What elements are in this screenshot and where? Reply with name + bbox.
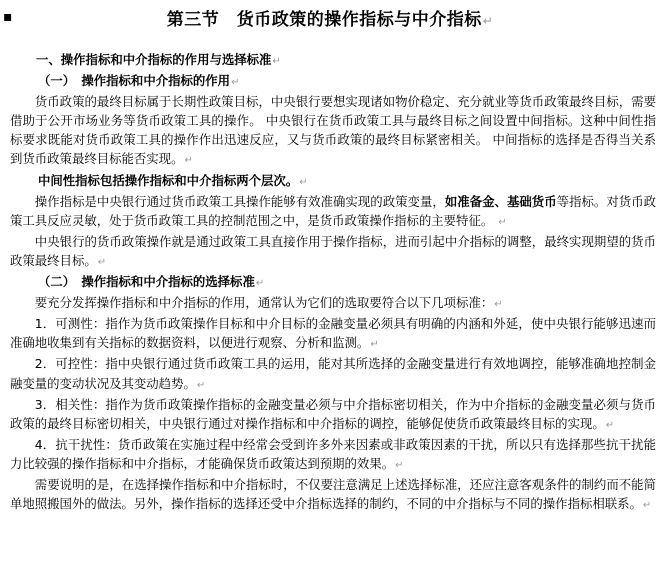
paragraph-mark-icon: ↵	[642, 500, 652, 512]
bullet-marker: ▪	[3, 9, 13, 25]
paragraph-closing-note-text: 需要说明的是，在选择操作指标和中介指标时，不仅要注意满足上述选择标准，还应注意客观条件的制约而不能简单地照搬国外的做法。另外，操作指标的选择还受中介指标选择的制约，不同的中介指标与不同的操作指标相联系。	[10, 476, 656, 512]
paragraph-mark-icon: ↵	[255, 278, 265, 290]
paragraph-mark-icon: ↵	[605, 419, 615, 431]
paragraph-policy-operation	[10, 232, 656, 272]
paragraph-final-goals	[10, 92, 656, 170]
paragraph-mark-icon: ↵	[272, 56, 281, 67]
paragraph-mark-icon: ↵	[395, 459, 404, 471]
paragraph-two-levels	[10, 171, 656, 192]
paragraph-criteria-intro-text: 要充分发挥操作指标和中介指标的作用，通常认为它们的选取要符合以下几项标准：	[34, 295, 494, 311]
paragraph-closing-note	[10, 475, 656, 515]
operating-indicator-text-end: 等指标。对货币政策工具反应灵敏，处于货币政策工具的控制范围之中，是货币政策操作指标的主要特征。	[10, 193, 657, 228]
operating-indicator-examples: 如准备金、基础货币	[444, 193, 557, 209]
criterion-measurability-text: 1．可测性：指作为货币政策操作目标和中介目标的金融变量必须具有明确的内涵和外延，使中央银行能够迅速而准确地收集到有关指标的数据资料，以便进行观察、分析和监测。	[10, 316, 656, 351]
section-title	[0, 8, 660, 33]
paragraph-mark-icon: ↵	[370, 339, 379, 351]
criterion-relevance	[10, 395, 656, 435]
paragraph-mark-icon: ↵	[97, 256, 107, 268]
document-body	[10, 50, 656, 515]
subheading-role	[10, 71, 656, 92]
paragraph-operating-indicator	[10, 192, 656, 232]
criterion-controllability	[10, 354, 656, 394]
paragraph-mark-icon: ↵	[196, 379, 206, 391]
criterion-relevance-text: 3．相关性：指作为货币政策操作指标的金融变量必须与中介指标密切相关，作为中介指标的金融变量必须与货币政策的最终目标密切相关，中央银行通过对操作指标和中介指标的调控，能够促使货币政策最终目标的实现。	[10, 396, 656, 431]
paragraph-mark-icon: ↵	[498, 216, 507, 228]
operating-indicator-text-start: 操作指标是中央银行通过货币政策工具操作能够有效准确实现的政策变量，	[34, 193, 445, 209]
criterion-interference-resistance	[10, 435, 656, 475]
heading-level-1-text: 一、操作指标和中介指标的作用与选择标准	[36, 52, 272, 67]
subheading-criteria	[10, 272, 656, 293]
heading-level-1	[10, 50, 656, 71]
paragraph-policy-operation-text: 中央银行的货币政策操作就是通过政策工具直接作用于操作指标，进而引起中介指标的调整，最终实现期望的货币政策最终目标。	[10, 233, 656, 268]
paragraph-final-goals-text: 货币政策的最终目标属于长期性政策目标，中央银行要想实现诸如物价稳定、充分就业等货币政策最终目标，需要借助于公开市场业务等货币政策工具的操作。 中央银行在货币政策工具与最终目标之间设置中间指标。这种中间性指标要求既能对货币政策工具的操作作出迅速反应，又与货币政策的最终目标紧密相关。 中间指标的选择是否得当关系到货币政策最终目标能否实现。	[10, 94, 656, 167]
subheading-role-text: （一） 操作指标和中介指标的作用	[38, 73, 231, 89]
paragraph-criteria-intro	[10, 293, 656, 314]
paragraph-two-levels-text: 中间性指标包括操作指标和中介指标两个层次。	[38, 172, 299, 188]
paragraph-mark-icon: ↵	[494, 299, 503, 311]
paragraph-mark-icon: ↵	[184, 155, 193, 167]
subheading-criteria-text: （二） 操作指标和中介指标的选择标准	[38, 274, 255, 290]
paragraph-mark-icon: ↵	[299, 176, 308, 188]
section-title-text: 第三节 货币政策的操作指标与中介指标	[166, 10, 482, 30]
paragraph-mark-icon: ↵	[231, 77, 240, 89]
paragraph-mark-icon: ↵	[482, 14, 494, 28]
criterion-measurability	[10, 314, 656, 354]
criterion-interference-resistance-text: 4．抗干扰性：货币政策在实施过程中经常会受到许多外来因素或非政策因素的干扰，所以只有选择那些抗干扰能力比较强的操作指标和中介指标，才能确保货币政策达到预期的效果。	[10, 436, 656, 471]
criterion-controllability-text: 2．可控性：指中央银行通过货币政策工具的运用，能对其所选择的金融变量进行有效地调控，能够准确地控制金融变量的变动状况及其变动趋势。	[10, 356, 656, 391]
